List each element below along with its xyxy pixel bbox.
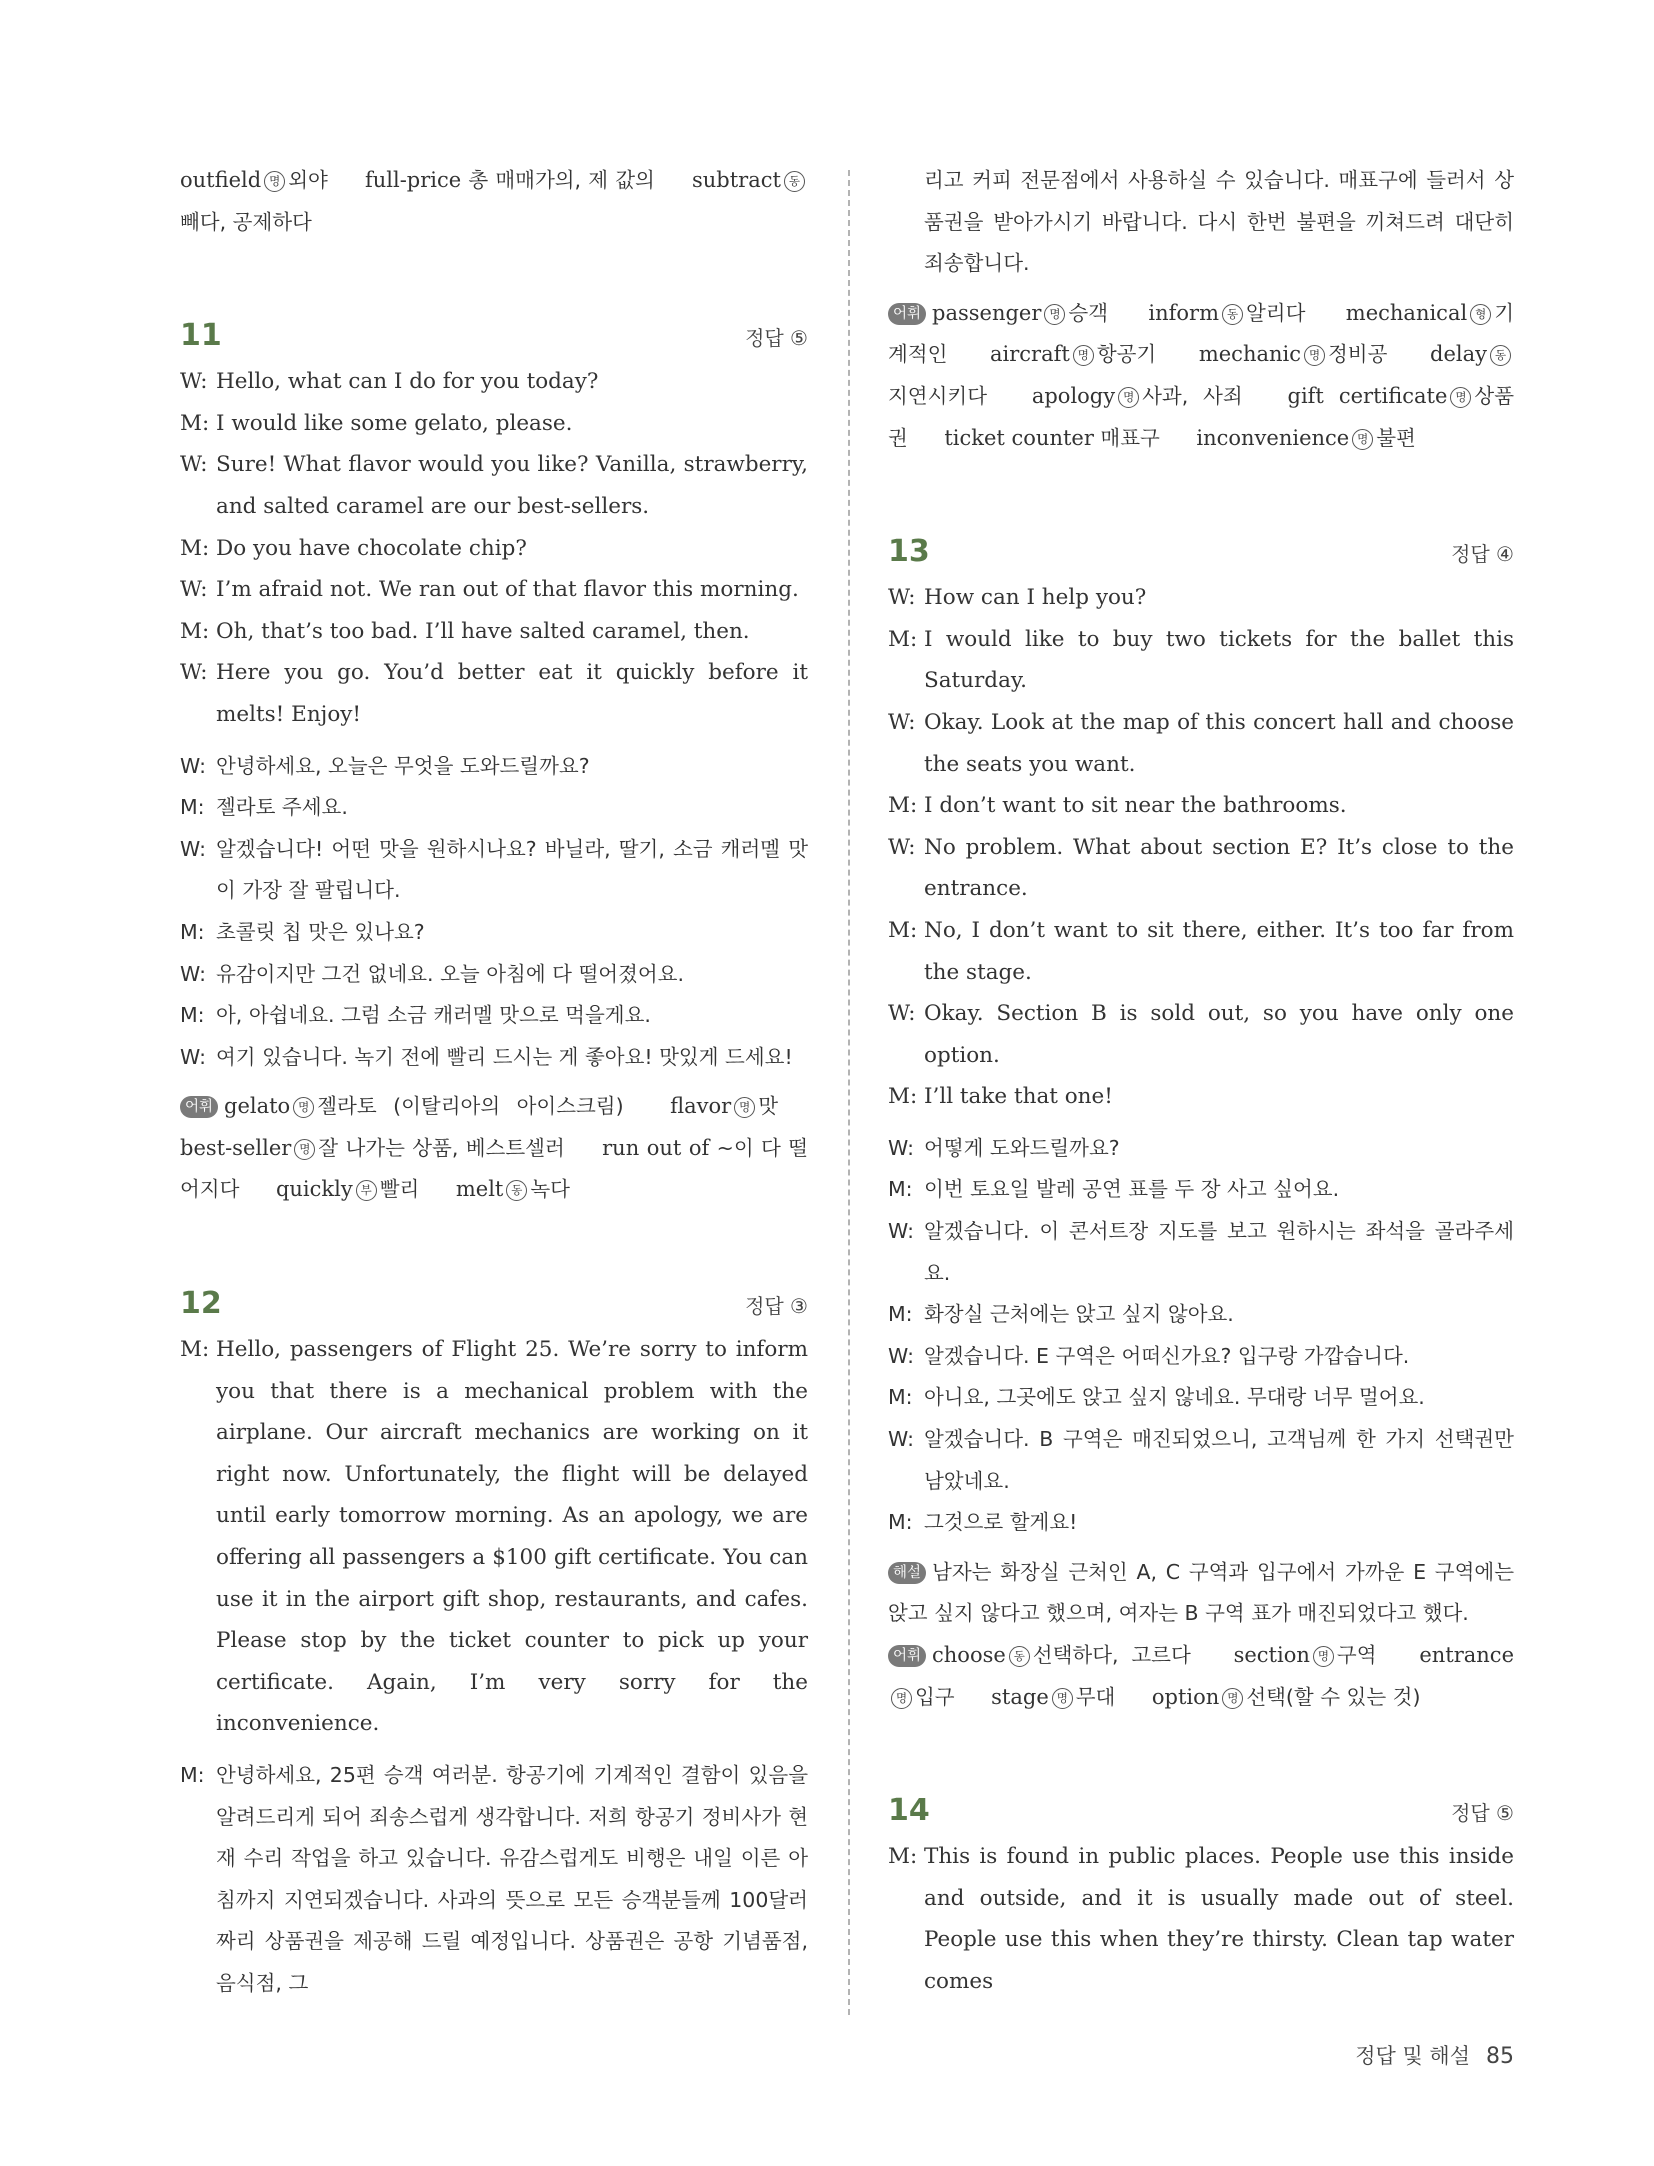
q13-dialog-line <box>888 827 1514 910</box>
dialog-text: 유감이지만 그건 없네요. 오늘 아침에 다 떨어졌어요. <box>216 961 684 986</box>
dialog-text: 안녕하세요, 25편 승객 여러분. 항공기에 기계적인 결함이 있음을 알려드리게 되어 죄송스럽게 생각합니다. 저희 항공기 정비사가 현재 수리 작업을 하고 있습니다. 유감스럽게도 비행은 내일 이른 아침까지 지연되겠습니다. 사과의 뜻으로 모든 승객분들께 100달러짜리 상품권을 제공해 드릴 예정입니다. 상품권은 공항 기념품점, 음식점, 그 <box>216 1763 808 1995</box>
page-number: 85 <box>1486 2044 1514 2069</box>
q14-dialog-line <box>888 1836 1514 2002</box>
vocab-meaning: 외야 <box>288 168 328 192</box>
dialog-text: 초콜릿 칩 맛은 있나요? <box>216 919 425 944</box>
speaker-label: W: <box>888 1135 914 1160</box>
vocab-item <box>1148 301 1305 325</box>
q13-answer: 정답 ④ <box>1451 542 1514 567</box>
dialog-text: Oh, that’s too bad. I’ll have salted caramel, then. <box>216 618 750 644</box>
speaker-label: M: <box>888 1177 913 1202</box>
q11-kr-line <box>180 746 808 788</box>
pos-marker: 명 <box>1313 1646 1334 1667</box>
column-divider <box>848 170 850 2015</box>
q13-kr-line <box>888 1377 1514 1419</box>
vocab-meaning: 기계적인 <box>888 300 1514 367</box>
q13-dialog-line <box>888 619 1514 702</box>
pos-marker: 부 <box>356 1180 377 1201</box>
vocab-word: delay <box>1430 342 1487 367</box>
q13-explanation <box>888 1552 1514 1635</box>
vocab-item <box>180 168 328 192</box>
speaker-label: M: <box>888 626 918 652</box>
dialog-text: Hello, what can I do for you today? <box>216 369 599 395</box>
vocab-meaning: 승객 <box>1068 300 1109 325</box>
vocab-meaning: 빨리 <box>379 1177 420 1202</box>
q14-answer: 정답 ⑤ <box>1451 1801 1514 1826</box>
speaker-label: M: <box>888 1844 918 1870</box>
vocab-word: best-seller <box>180 1135 292 1160</box>
vocab-meaning: 선택(할 수 있는 것) <box>1246 1684 1421 1709</box>
q13-kr-line <box>888 1419 1514 1502</box>
q13-dialog-line <box>888 577 1514 619</box>
dialog-text: 화장실 근처에는 앉고 싶지 않아요. <box>924 1302 1234 1327</box>
dialog-text: Do you have chocolate chip? <box>216 535 527 561</box>
speaker-label: W: <box>180 660 208 686</box>
q11-dialog-line <box>180 611 808 653</box>
speaker-label: W: <box>180 961 206 986</box>
dialog-text: I don’t want to sit near the bathrooms. <box>924 793 1347 819</box>
vocab-word: melt <box>455 1177 504 1202</box>
pos-marker: 명 <box>1118 387 1139 408</box>
q11-header <box>180 318 808 353</box>
speaker-label: M: <box>180 1003 205 1028</box>
q11-dialog-line <box>180 361 808 403</box>
q13-dialog-line <box>888 1076 1514 1118</box>
vocab-word: subtract <box>692 168 781 192</box>
vocab-item <box>1199 342 1388 366</box>
vocab-item <box>224 1094 624 1118</box>
q12-vocab <box>888 293 1514 459</box>
q11-dialog-line <box>180 652 808 735</box>
vocab-meaning: 항공기 <box>1096 342 1157 367</box>
dialog-text: 어떻게 도와드릴까요? <box>924 1135 1120 1160</box>
vocab-meaning: 총 매매가의, 제 값의 <box>468 168 655 192</box>
speaker-label: W: <box>180 1044 206 1069</box>
vocab-item <box>365 168 655 192</box>
footer-label: 정답 및 해설 <box>1355 2044 1470 2068</box>
pos-marker: 명 <box>891 1688 912 1709</box>
vocab-item <box>1152 1685 1421 1709</box>
vocab-item <box>276 1177 419 1201</box>
pos-marker: 명 <box>1052 1688 1073 1709</box>
vocab-meaning: 정비공 <box>1328 342 1388 367</box>
vocab-word: stage <box>991 1684 1049 1709</box>
spacer <box>888 1718 1514 1793</box>
q11-answer: 정답 ⑤ <box>745 326 808 351</box>
vocab-word: passenger <box>932 300 1042 325</box>
q12-kr-line <box>180 1755 808 2005</box>
vocab-badge: 어휘 <box>888 303 926 325</box>
vocab-meaning: 상품권 <box>888 383 1514 450</box>
vocab-item <box>991 1685 1115 1709</box>
dialog-text: Okay. Look at the map of this concert hall and choose the seats you want. <box>924 709 1514 777</box>
dialog-text: 이번 토요일 발레 공연 표를 두 장 사고 싶어요. <box>924 1177 1340 1202</box>
vocab-item <box>944 426 1160 450</box>
speaker-label: M: <box>180 1337 210 1363</box>
speaker-label: M: <box>180 410 210 436</box>
pos-marker: 동 <box>506 1180 527 1201</box>
dialog-text: 알겠습니다! 어떤 맛을 원하시나요? 바닐라, 딸기, 소금 캐러멜 맛이 가장 잘 팔립니다. <box>216 836 808 903</box>
speaker-label: M: <box>180 919 205 944</box>
pos-marker: 명 <box>1352 429 1373 450</box>
q13-kr-line <box>888 1502 1514 1544</box>
q13-kr-line <box>888 1128 1514 1170</box>
pos-marker: 동 <box>1009 1646 1030 1667</box>
dialog-text: This is found in public places. People use this inside and outside, and it is usually made out of steel. People use this when they’re thirsty. Clean tap water comes <box>924 1844 1514 1994</box>
q13-kr-line <box>888 1336 1514 1378</box>
dialog-text: 알겠습니다. 이 콘서트장 지도를 보고 원하시는 좌석을 골라주세요. <box>924 1219 1514 1285</box>
dialog-text: I would like some gelato, please. <box>216 410 573 436</box>
speaker-label: W: <box>888 1427 914 1452</box>
vocab-meaning: 젤라토 (이탈리아의 아이스크림) <box>317 1094 624 1119</box>
spacer <box>888 459 1514 534</box>
q12-header <box>180 1286 808 1321</box>
vocab-meaning: 잘 나가는 상품, 베스트셀러 <box>318 1135 565 1160</box>
q11-dialog-line <box>180 444 808 527</box>
dialog-text: 젤라토 주세요. <box>216 795 348 820</box>
dialog-text: No, I don’t want to sit there, either. It’s too far from the stage. <box>924 917 1514 985</box>
vocab-meaning: 무대 <box>1075 1684 1116 1709</box>
vocab-item <box>670 1094 778 1118</box>
q11-dialog-line <box>180 569 808 611</box>
q11-dialog-line <box>180 403 808 445</box>
vocab-word: section <box>1233 1643 1310 1667</box>
explanation-text: 남자는 화장실 근처인 A, C 구역과 입구에서 가까운 E 구역에는 앉고 싶지 않다고 했으며, 여자는 B 구역 표가 매진되었다고 했다. <box>888 1559 1514 1626</box>
q11-kr-line <box>180 912 808 954</box>
speaker-label: M: <box>180 1763 205 1787</box>
q13-dialog-line <box>888 910 1514 993</box>
vocab-item <box>932 301 1108 325</box>
speaker-label: W: <box>888 709 916 735</box>
q11-number: 11 <box>180 318 222 354</box>
dialog-text: 여기 있습니다. 녹기 전에 빨리 드시는 게 좋아요! 맛있게 드세요! <box>216 1044 793 1069</box>
spacer <box>888 1544 1514 1552</box>
explanation-badge: 해설 <box>888 1562 926 1584</box>
speaker-label: W: <box>180 836 206 861</box>
dialog-text: 아니요, 그곳에도 앉고 싶지 않네요. 무대랑 너무 멀어요. <box>924 1385 1425 1410</box>
spacer <box>180 1321 808 1329</box>
dialog-text: 알겠습니다. B 구역은 매진되었으니, 고객님께 한 가지 선택권만 남았네요. <box>924 1427 1514 1493</box>
top-vocab <box>180 160 808 243</box>
q12-number: 12 <box>180 1286 222 1322</box>
q13-dialog-line <box>888 993 1514 1076</box>
spacer <box>180 353 808 361</box>
spacer <box>888 1828 1514 1836</box>
vocab-item <box>932 1643 1191 1667</box>
vocab-meaning: 녹다 <box>530 1177 570 1202</box>
speaker-label: W: <box>888 585 916 611</box>
vocab-meaning: 매표구 <box>1100 425 1160 450</box>
q11-dialog-line <box>180 528 808 570</box>
q14-number: 14 <box>888 1793 930 1829</box>
spacer <box>888 1118 1514 1128</box>
speaker-label: M: <box>888 1302 913 1327</box>
q12-kr-continued: 리고 커피 전문점에서 사용하실 수 있습니다. 매표구에 들러서 상품권을 받아가시기 바랍니다. 다시 한번 불편을 끼쳐드려 대단히 죄송합니다. <box>924 168 1514 276</box>
vocab-meaning: 지연시키다 <box>888 383 988 408</box>
q13-kr-line <box>888 1169 1514 1211</box>
vocab-meaning: 불편 <box>1376 425 1416 450</box>
pos-marker: 명 <box>1073 345 1094 366</box>
speaker-label: W: <box>888 834 916 860</box>
spacer <box>180 1211 808 1286</box>
q11-kr-line <box>180 787 808 829</box>
vocab-meaning: 사과, 사죄 <box>1142 383 1243 408</box>
pos-marker: 동 <box>1222 304 1243 325</box>
speaker-label: M: <box>180 795 205 820</box>
q11-kr-line <box>180 829 808 912</box>
dialog-text: Hello, passengers of Flight 25. We’re sorry to inform you that there is a mechanical problem with the airplane. Our aircraft mechanics are working on it right now. Unfortunately, the flight will be delayed until early tomorrow morning. As an apology, we are offering all passengers a $100 gift certificate. You can use it in the airport gift shop, restaurants, and cafes. Please stop by the ticket counter to pick up your certificate. Again, I’m very sorry for the inconvenience. <box>216 1337 808 1737</box>
q13-dialog-line <box>888 702 1514 785</box>
pos-marker: 명 <box>1044 304 1065 325</box>
vocab-word: ticket counter <box>944 425 1094 450</box>
speaker-label: W: <box>888 1001 916 1027</box>
speaker-label: M: <box>180 618 210 644</box>
q11-kr-line <box>180 1037 808 1079</box>
speaker-label: W: <box>180 369 208 395</box>
speaker-label: W: <box>888 1343 914 1368</box>
vocab-word: aircraft <box>990 342 1070 367</box>
speaker-label: M: <box>888 1084 918 1110</box>
speaker-label: W: <box>180 577 208 603</box>
pos-marker: 명 <box>1304 345 1325 366</box>
vocab-word: inform <box>1148 300 1219 325</box>
dialog-text: I’ll take that one! <box>924 1084 1113 1110</box>
pos-marker: 명 <box>734 1097 755 1118</box>
vocab-word: gelato <box>224 1094 291 1119</box>
dialog-text: I’m afraid not. We ran out of that flavor this morning. <box>216 577 799 603</box>
vocab-meaning: 빼다, 공제하다 <box>180 209 312 234</box>
pos-marker: 명 <box>293 1097 314 1118</box>
vocab-word: option <box>1151 1684 1220 1709</box>
q13-kr-line <box>888 1294 1514 1336</box>
q11-kr-line <box>180 995 808 1037</box>
dialog-text: 알겠습니다. E 구역은 어떠신가요? 입구랑 가깝습니다. <box>924 1343 1410 1368</box>
vocab-word: mechanic <box>1198 342 1301 367</box>
vocab-meaning: 구역 <box>1336 1643 1377 1667</box>
q11-kr-line <box>180 954 808 996</box>
dialog-text: Here you go. You’d better eat it quickly before it melts! Enjoy! <box>216 660 808 727</box>
vocab-item <box>1234 1643 1377 1667</box>
dialog-text: 아, 아쉽네요. 그럼 소금 캐러멜 맛으로 먹을게요. <box>216 1003 651 1028</box>
q12-dialog-line <box>180 1329 808 1745</box>
vocab-word: inconvenience <box>1196 425 1350 450</box>
vocab-item <box>1032 384 1243 408</box>
vocab-word: run out of <box>602 1135 710 1160</box>
q13-number: 13 <box>888 534 930 570</box>
dialog-text: Okay. Section B is sold out, so you have only one option. <box>924 1001 1514 1068</box>
vocab-badge: 어휘 <box>180 1096 218 1118</box>
speaker-label: M: <box>180 535 210 561</box>
pos-marker: 명 <box>1222 1688 1243 1709</box>
q14-header <box>888 1793 1514 1828</box>
vocab-word: entrance <box>1419 1643 1514 1667</box>
vocab-word: gift certificate <box>1287 383 1448 408</box>
spacer <box>180 1078 808 1086</box>
vocab-word: quickly <box>275 1177 353 1202</box>
vocab-word: choose <box>932 1643 1006 1667</box>
spacer <box>180 243 808 318</box>
q13-dialog-line <box>888 785 1514 827</box>
q13-vocab <box>888 1635 1514 1718</box>
spacer <box>888 285 1514 293</box>
vocab-meaning: 맛 <box>758 1094 778 1119</box>
q11-vocab <box>180 1086 808 1211</box>
right-column <box>888 160 1514 2003</box>
speaker-label: M: <box>888 917 918 943</box>
speaker-label: M: <box>888 1510 913 1535</box>
left-column <box>180 160 808 2005</box>
speaker-label: W: <box>180 753 206 778</box>
speaker-label: M: <box>888 793 918 819</box>
pos-marker: 동 <box>1490 345 1511 366</box>
pos-marker: 형 <box>1470 304 1491 325</box>
dialog-text: I would like to buy two tickets for the ballet this Saturday. <box>924 626 1514 694</box>
vocab-word: flavor <box>670 1094 732 1119</box>
vocab-meaning: ~이 다 떨어지다 <box>180 1135 808 1202</box>
spacer <box>888 569 1514 577</box>
page-footer <box>1355 2040 1514 2070</box>
vocab-item <box>180 1136 565 1160</box>
spacer <box>180 736 808 746</box>
spacer <box>180 1745 808 1755</box>
vocab-item <box>1196 426 1415 450</box>
speaker-label: W: <box>888 1219 914 1244</box>
vocab-meaning: 선택하다, 고르다 <box>1032 1643 1191 1667</box>
q13-kr-line <box>888 1211 1514 1294</box>
speaker-label: M: <box>888 1385 913 1410</box>
q12-answer: 정답 ③ <box>745 1294 808 1319</box>
dialog-text: How can I help you? <box>924 585 1147 611</box>
pos-marker: 명 <box>1450 387 1471 408</box>
dialog-text: 안녕하세요, 오늘은 무엇을 도와드릴까요? <box>216 753 590 778</box>
pos-marker: 명 <box>264 171 285 192</box>
vocab-item <box>990 342 1156 366</box>
vocab-word: outfield <box>180 168 262 192</box>
vocab-word: apology <box>1031 383 1116 408</box>
dialog-text: No problem. What about section E? It’s close to the entrance. <box>924 834 1514 902</box>
pos-marker: 동 <box>784 171 805 192</box>
dialog-text: 그것으로 할게요! <box>924 1510 1078 1535</box>
speaker-label: W: <box>180 452 208 478</box>
vocab-meaning: 알리다 <box>1246 300 1306 325</box>
dialog-text: Sure! What flavor would you like? Vanilla, strawberry, and salted caramel are our best-sellers. <box>216 452 808 519</box>
q13-header <box>888 534 1514 569</box>
pos-marker: 명 <box>294 1139 315 1160</box>
vocab-meaning: 입구 <box>915 1684 955 1709</box>
vocab-item <box>456 1177 570 1201</box>
vocab-badge: 어휘 <box>888 1645 926 1667</box>
vocab-word: mechanical <box>1345 300 1468 325</box>
vocab-word: full-price <box>364 168 462 192</box>
